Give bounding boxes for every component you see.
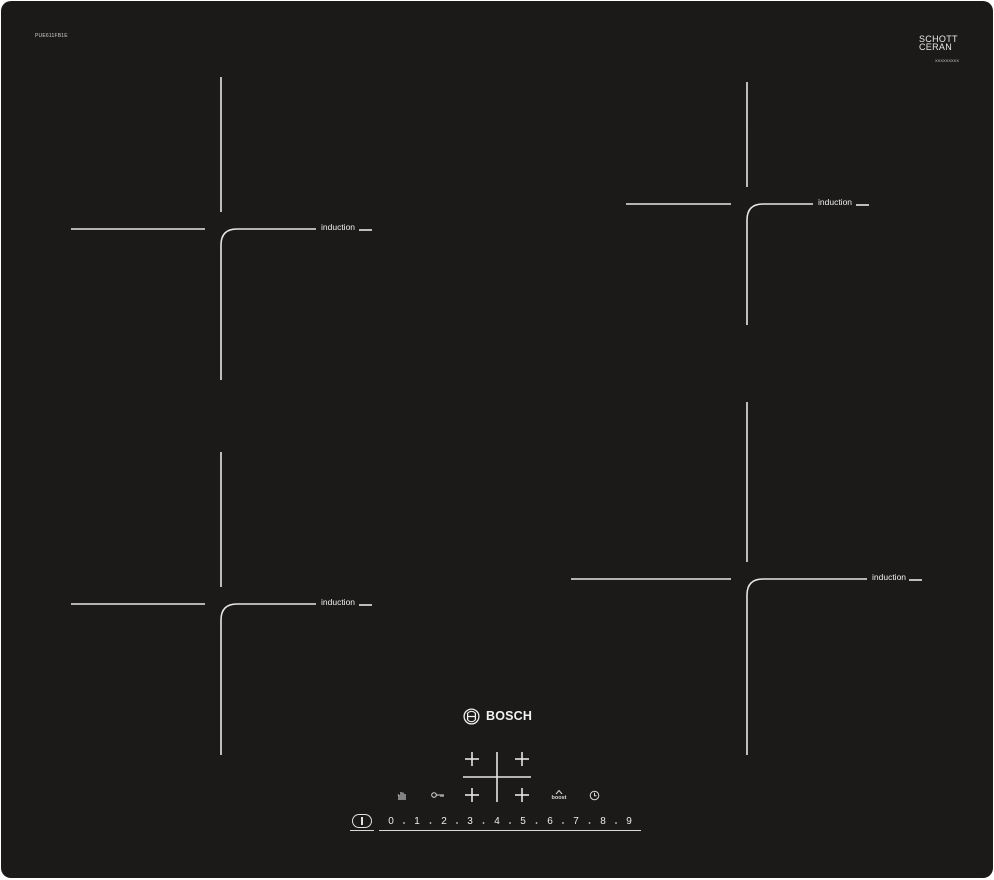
wipe-protection-icon[interactable] [392, 785, 412, 805]
zone-label-rear-right: induction [818, 197, 853, 207]
bosch-armature-icon [463, 708, 480, 725]
power-level-4[interactable]: 4 [494, 816, 500, 827]
induction-hob-glass [1, 1, 993, 878]
glass-brand-line1: SCHOTT [919, 34, 958, 44]
boost-button[interactable] [549, 785, 569, 805]
power-level-5[interactable]: 5 [520, 816, 526, 827]
select-zone-front-left-button[interactable] [463, 786, 483, 806]
brand-name: BOSCH [486, 708, 533, 723]
select-zone-rear-right-button[interactable] [513, 750, 533, 770]
power-rule [350, 830, 374, 831]
power-level-2[interactable]: 2 [441, 816, 447, 827]
child-lock-key-icon[interactable] [428, 785, 448, 805]
bosch-logo [463, 707, 532, 725]
glass-brand-code: XXXXXXXXX [935, 58, 960, 63]
power-level-0[interactable]: 0 [388, 816, 394, 827]
timer-icon[interactable] [584, 785, 604, 805]
power-level-6[interactable]: 6 [547, 816, 553, 827]
glass-brand-line2: CERAN [919, 42, 953, 52]
power-level-3[interactable]: 3 [467, 816, 473, 827]
zone-label-rear-left: induction [321, 222, 356, 232]
power-level-7[interactable]: 7 [573, 816, 579, 827]
power-icon[interactable] [352, 814, 372, 828]
power-level-1[interactable]: 1 [414, 816, 420, 827]
slider-rule [379, 830, 641, 831]
select-zone-rear-left-button[interactable] [463, 750, 483, 770]
model-code: PUE611FB1E [35, 33, 68, 39]
zone-front-right-marking [571, 402, 922, 755]
power-level-8[interactable]: 8 [600, 816, 606, 827]
zone-label-front-left: induction [321, 597, 356, 607]
zone-markings [1, 1, 993, 878]
slider-separators [401, 819, 633, 827]
power-level-9[interactable]: 9 [626, 816, 632, 827]
boost-label: boost [551, 795, 567, 801]
select-zone-front-right-button[interactable] [513, 786, 533, 806]
zone-label-front-right: induction [872, 572, 907, 582]
